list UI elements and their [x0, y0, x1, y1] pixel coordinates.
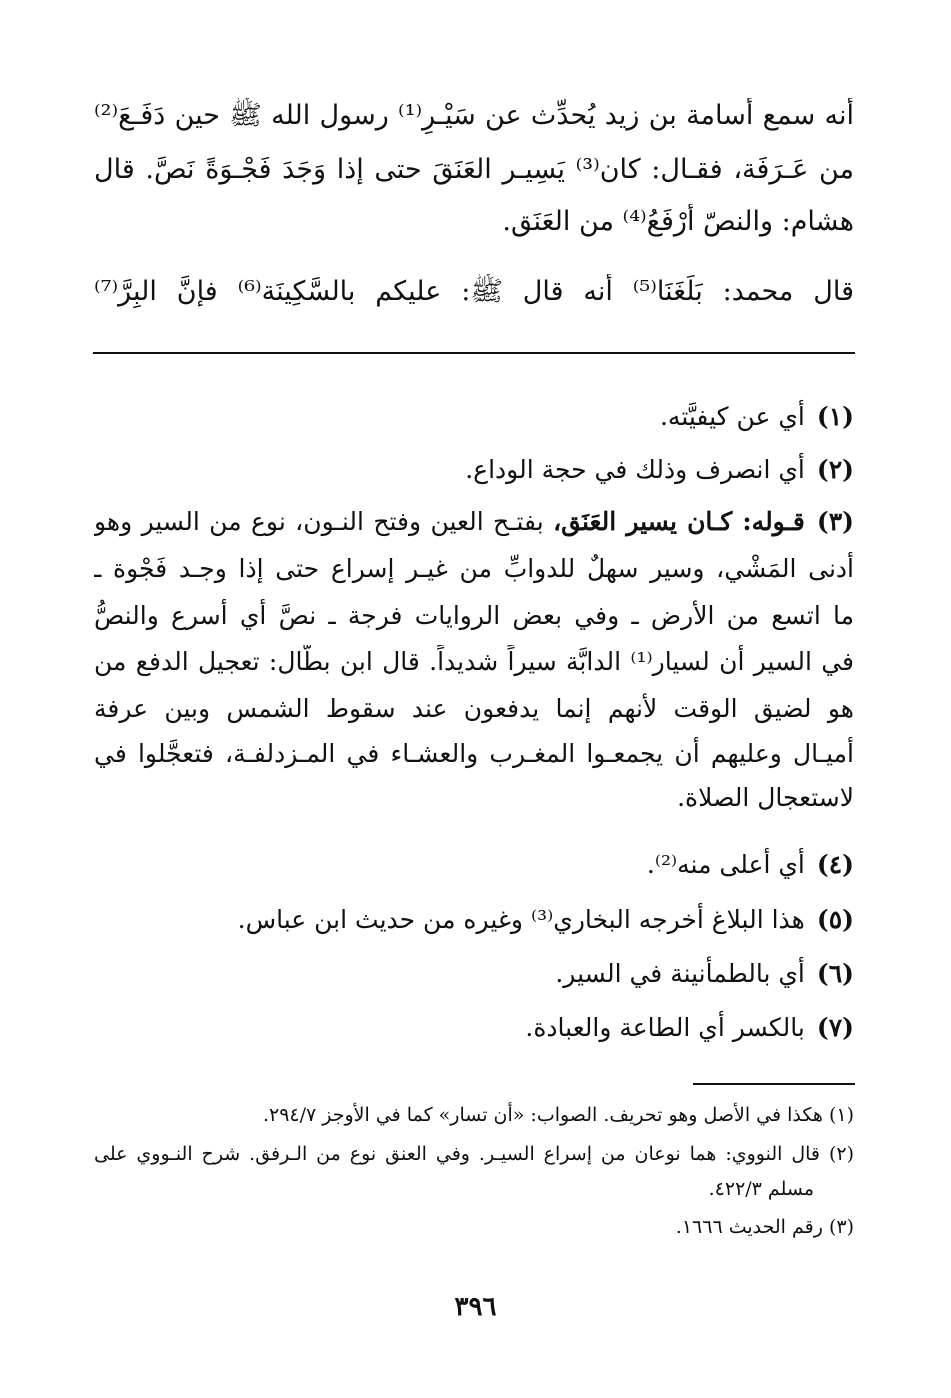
- note-3-lead: قـوله: كـان يسير العَنَق،: [553, 507, 805, 536]
- main-text-line-4: قال محمد: بَلَغَنَا⁽⁵⁾ أنه قال ﷺ: عليكم بالسَّكِينَة⁽⁶⁾ فإنَّ البِرَّ⁽⁷⁾: [94, 276, 854, 307]
- note-3-line-1: [94, 505, 854, 539]
- footnote-1: (١) هكذا في الأصل وهو تحريف. الصواب: «أن تسار» كما في الأوجز ٢٩٤/٧.: [262, 1104, 854, 1126]
- note-2-text: أي انصرف وذلك في حجة الوداع.: [465, 455, 805, 484]
- note-6: [94, 957, 854, 991]
- note-1-text: أي عن كيفيَّته.: [659, 402, 805, 431]
- note-7: [94, 1011, 854, 1045]
- note-5-text: هذا البلاغ أخرجه البخاري⁽³⁾ وغيره من حديث ابن عباس.: [237, 905, 805, 934]
- note-6-number: (٦): [816, 959, 854, 988]
- note-1: [94, 400, 854, 434]
- note-3-line-2: أدنى المَشْي، وسير سهلٌ للدوابِّ من غيـر إسراع حتى إذا وجـد فَجْوة ـ: [94, 554, 854, 583]
- footnote-2-line-2: مسلم ٤٢٢/٣.: [708, 1178, 814, 1200]
- note-7-text: بالكسر أي الطاعة والعبادة.: [525, 1013, 805, 1042]
- note-3-number: (٣): [816, 507, 854, 536]
- note-3-line-6: أميـال وعليهم أن يجمعـوا المغـرب والعشـاء في المـزدلفـة، فتعجَّلوا في: [94, 739, 854, 768]
- note-7-number: (٧): [816, 1013, 854, 1042]
- note-6-text: أي بالطمأنينة في السير.: [555, 959, 805, 988]
- note-3-line-5: هو لضيق الوقت لأنهم إنما يدفعون عند سقوط الشمس وبين عرفة: [94, 694, 854, 723]
- main-text-line-2: من عَـرَفَة، فقـال: كان⁽³⁾ يَسِيـر العَنَقَ حتى إذا وَجَدَ فَجْـوَةً نَصَّ. قال: [94, 154, 854, 185]
- main-text-line-1: أنه سمع أسامة بن زيد يُحدِّث عن سَيْـرِ⁽¹⁾ رسول الله ﷺ حين دَفَـعَ⁽²⁾: [94, 100, 854, 131]
- note-2: [94, 453, 854, 487]
- note-4-number: (٤): [816, 850, 854, 879]
- main-separator-rule: [93, 352, 855, 354]
- note-1-number: (١): [816, 402, 854, 431]
- note-3-line-1-text: بفتـح العين وفتح النـون، نوع من السير وهو: [94, 507, 544, 536]
- note-3-line-7: لاستعجال الصلاة.: [677, 783, 854, 812]
- note-4: [94, 848, 854, 882]
- note-3-line-4: في السير أن لسيار⁽¹⁾ الدابَّة سيراً شديداً. قال ابن بطّال: تعجيل الدفع من: [94, 647, 854, 676]
- note-5: [94, 903, 854, 937]
- note-2-number: (٢): [816, 455, 854, 484]
- note-5-number: (٥): [816, 905, 854, 934]
- footnote-separator-rule: [693, 1083, 855, 1085]
- main-text-line-3: هشام: والنصّ أرْفَعُ⁽⁴⁾ من العَنَق.: [502, 206, 854, 237]
- note-3-line-3: ما اتسع من الأرض ـ وفي بعض الروايات فرجة ـ نصَّ أي أسرع والنصُّ: [94, 601, 854, 630]
- note-4-text: أي أعلى منه⁽²⁾.: [646, 850, 805, 879]
- footnote-3: (٣) رقم الحديث ١٦٦٦.: [675, 1216, 854, 1238]
- page-number: ٣٩٦: [454, 1292, 497, 1322]
- footnote-2-line-1: (٢) قال النووي: هما نوعان من إسراع السيـر. وفي العنق نوع من الـرفق. شرح النـووي على: [94, 1143, 854, 1165]
